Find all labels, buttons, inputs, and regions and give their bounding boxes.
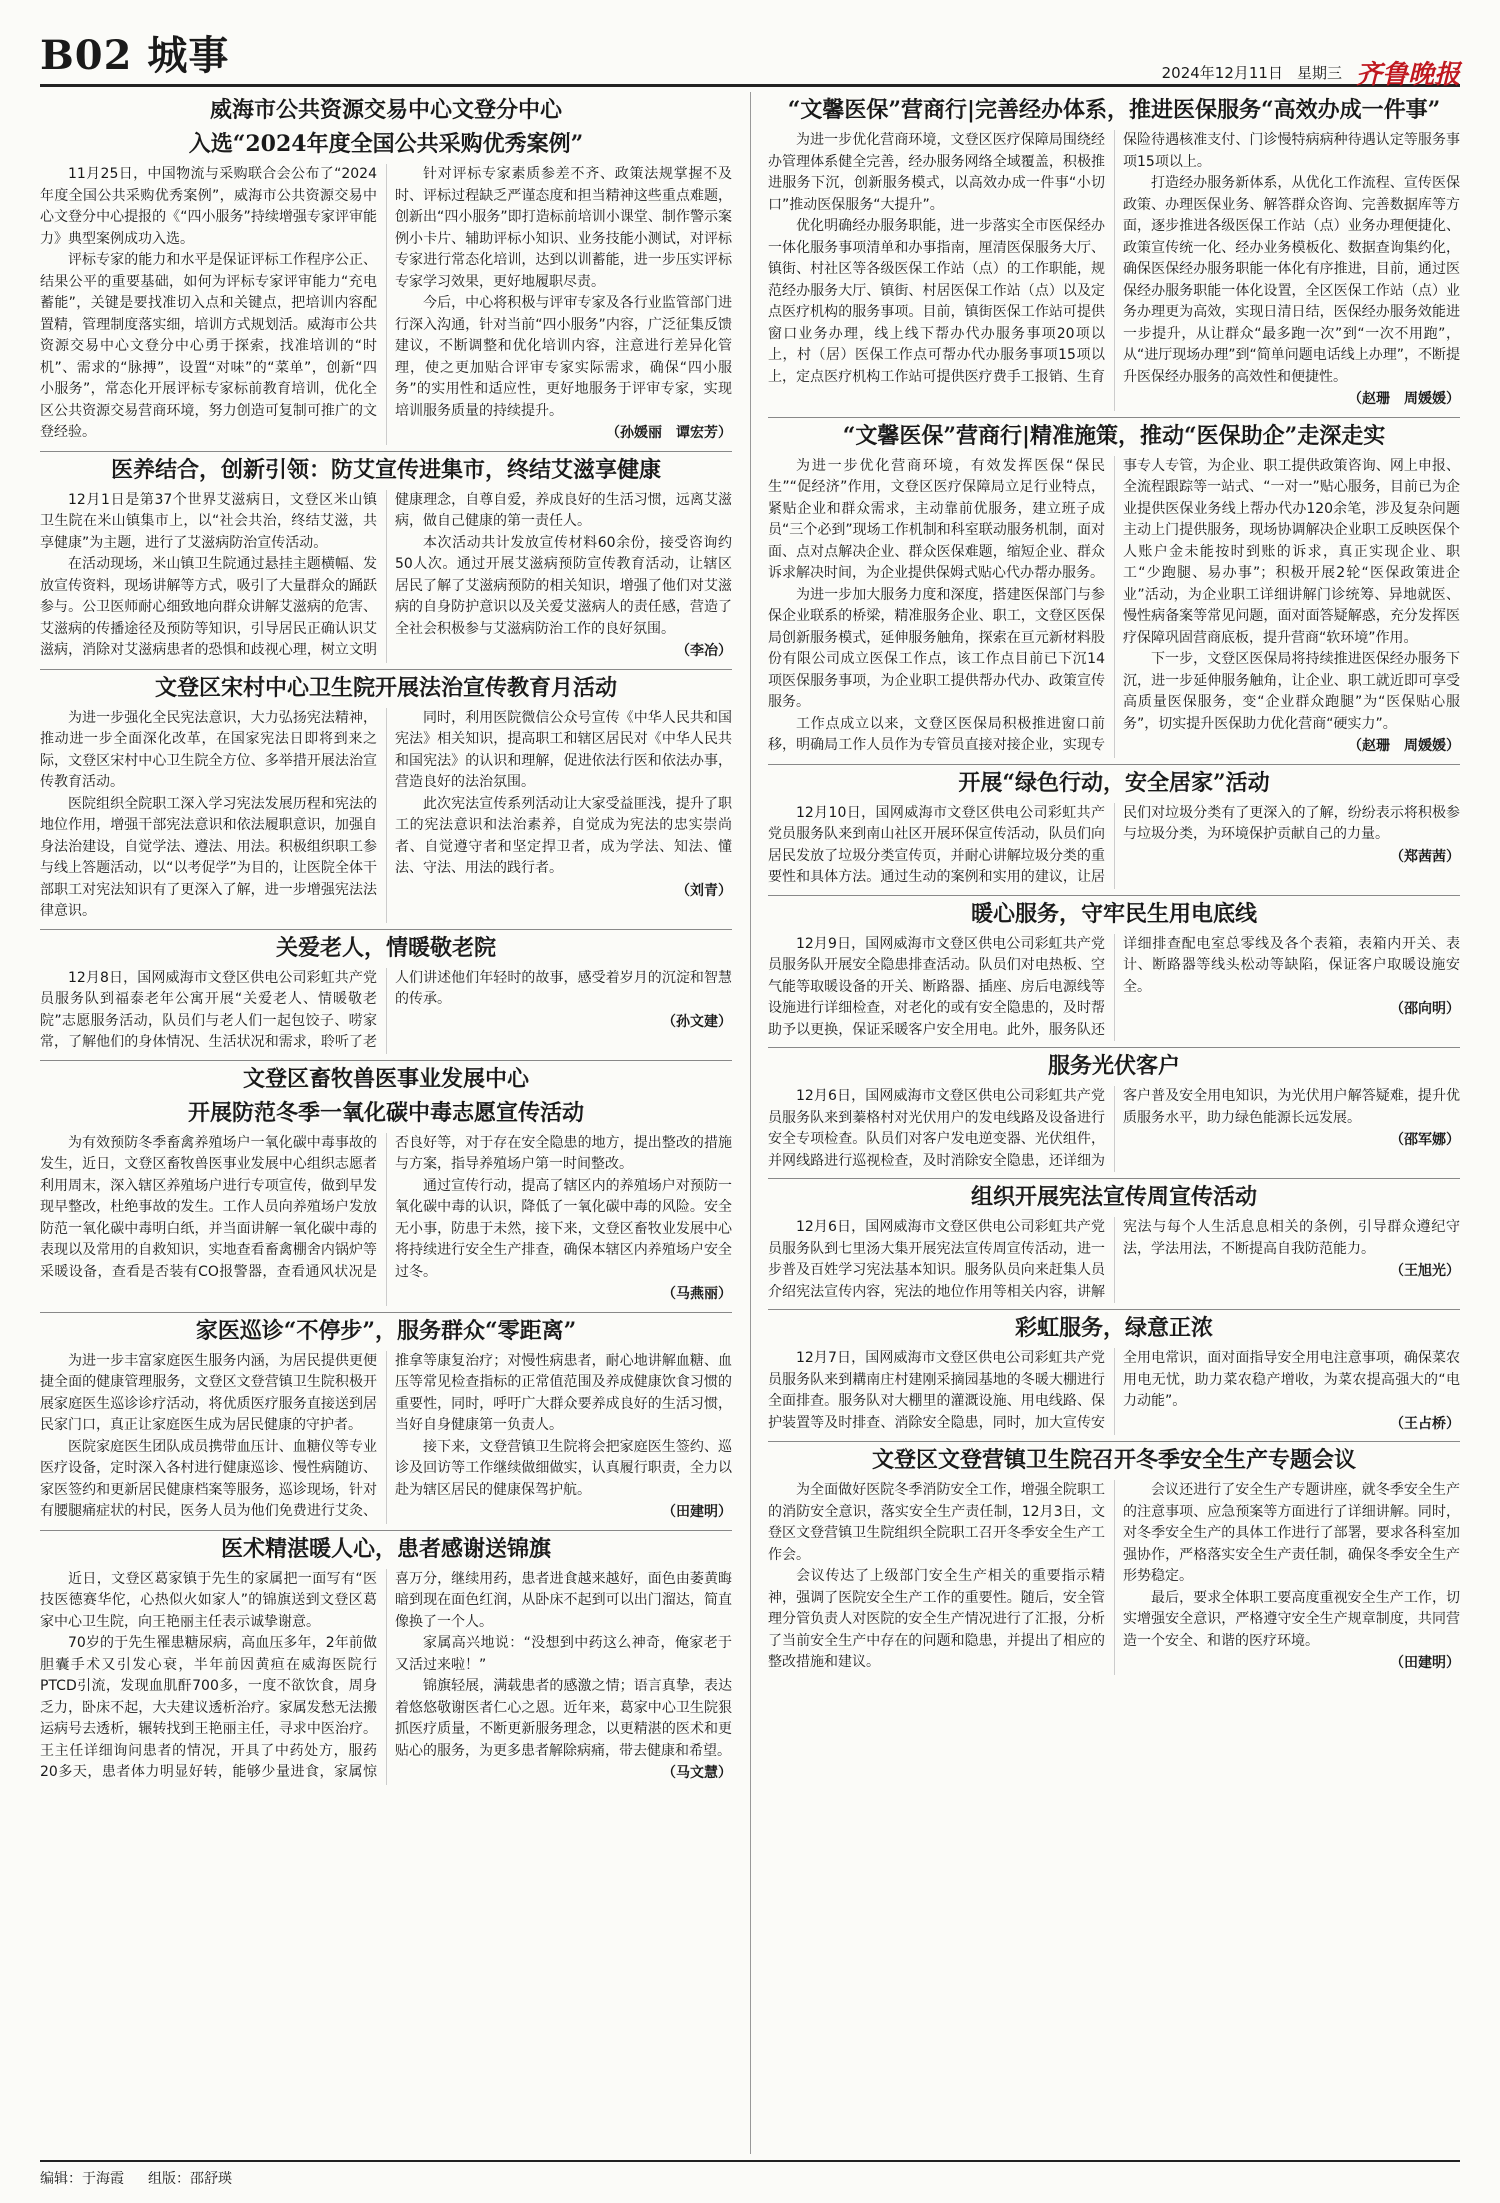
article-body	[768, 1086, 1460, 1172]
editor-credit: 编辑：于海霞	[40, 2171, 124, 2187]
article-paragraph: 为全面做好医院冬季消防安全工作，增强全院职工的消防安全意识，落实安全生产责任制，12月3日，文登区文登营镇卫生院组织全院职工召开冬季安全生产工作会。	[768, 1482, 1105, 1563]
issue-date: 2024年12月11日	[1161, 64, 1283, 82]
article-divider	[40, 669, 732, 670]
article-body	[768, 1348, 1460, 1435]
article-byline: （田建明）	[662, 1504, 732, 1520]
article-headline: 服务光伏客户	[1047, 1053, 1180, 1079]
article-paragraph: 家属高兴地说：“没想到中药这么神奇，俺家老于又活过来啦！”	[395, 1635, 732, 1673]
article-headline: 彩虹服务，绿意正浓	[1014, 1315, 1213, 1341]
article	[768, 1446, 1460, 1675]
column-divider	[750, 92, 751, 2154]
article-divider	[768, 895, 1460, 896]
article-body	[40, 1133, 732, 1306]
article-byline: （孙媛丽 谭宏芳）	[606, 425, 732, 441]
article-paragraph: 下一步，文登区医保局将持续推进医保经办服务下沉，进一步延伸服务触角，让企业、职工就近即可享受高质量医保服务，变“企业群众跑腿”为“医保贴心服务”，切实提升医保助力优化营商“硬实力”。	[1123, 651, 1460, 732]
article-paragraph: 12月8日，国网威海市文登区供电公司彩虹共产党员服务队到福泰老年公寓开展“关爱老人、情暖敬老院”志愿服务活动，队员们与老人们一起包饺子、唠家常，了解他们的身体情况、生活状况和需求，聆听了老人们讲述他们年轻时的故事，感受着岁月的沉淀和智慧的传承。	[40, 969, 732, 1050]
article-paragraph: 12月1日是第37个世界艾滋病日，文登区米山镇卫生院在米山镇集市上，以“社会共治，终结艾滋，共享健康”为主题，进行了艾滋病防治宣传活动。	[40, 491, 377, 551]
article-headline: 家医巡诊“不停步”，服务群众“零距离”	[195, 1317, 577, 1344]
article-byline: （郑茜茜）	[1390, 848, 1460, 865]
article-paragraph: 本次活动共计发放宣传材料60余份，接受咨询约50人次。通过开展艾滋病预防宣传教育活动，让辖区居民了解了艾滋病预防的相关知识，增强了他们对艾滋病的自身防护意识以及关爱艾滋病人的责任感，营造了全社会积极参与艾滋病防治工作的良好氛围。	[395, 534, 732, 637]
article-byline: （赵珊 周媛媛）	[1348, 738, 1460, 754]
article-headline: 开展防范冬季一氧化碳中毒志愿宣传活动	[187, 1099, 584, 1126]
article-body	[40, 164, 732, 445]
article	[40, 1317, 732, 1524]
article-byline: （王占桥）	[1390, 1415, 1460, 1432]
article-paragraph: 为进一步优化营商环境，文登区医疗保障局围绕经办管理体系健全完善，经办服务网络全域覆盖，积极推进服务下沉，创新服务模式，以高效办成一件事“小切口”推动医保服务“大提升”。	[768, 132, 1105, 213]
article-byline: （李冶）	[676, 643, 732, 659]
article-paragraph: 11月25日，中国物流与采购联合会公布了“2024年度全国公共采购优秀案例”，威海市公共资源交易中心文登分中心提报的《“四小服务”持续增强专家评审能力》典型案例成功入选。	[40, 166, 377, 247]
article-divider	[40, 1060, 732, 1061]
article	[40, 456, 732, 663]
article-body	[768, 1480, 1460, 1675]
page-footer	[40, 2160, 1460, 2188]
article-byline: （赵珊 周媛媛）	[1348, 391, 1460, 407]
article-paragraph: 12月6日，国网威海市文登区供电公司彩虹共产党员服务队来到蓁格村对光伏用户的发电线路及设备进行安全专项检查。队员们对客户发电逆变器、光伏组件，并网线路进行巡视检查，及时消除安全隐患，还详细为客户普及安全用电知识，为光伏用户解答疑难，提升优质服务水平，助力绿色能源长远发展。	[768, 1088, 1460, 1169]
article-paragraph: 优化明确经办服务职能，进一步落实全市医保经办一体化服务事项清单和办事指南，厘清医保服务大厅、镇街、村社区等各级医保工作站（点）的工作职能，规范经办服务大厅、镇街、村居医保工作站（点）以及定点医疗机构的服务事项。目前，镇街医保工作站可提供窗口业务办理，线上线下帮办代办服务事项20项以上，村（居）医保工作点可帮办代办服务事项15项以上，定点医疗机构工作站可提供医疗费手工报销、生育保险待遇核准支付、门诊慢特病病种待遇认定等服务事项15项以上。	[768, 132, 1460, 385]
article-paragraph: 近日，文登区葛家镇于先生的家属把一面写有“医技医德赛华佗，心热似火如家人”的锦旗送到文登区葛家中心卫生院，向王艳丽主任表示诚挚谢意。	[40, 1570, 377, 1630]
article-byline: （刘青）	[676, 882, 732, 899]
article-paragraph: 70岁的于先生罹患糖尿病，高血压多年，2年前做胆囊手术又引发心衰，半年前因黄疸在威海医院行PTCD引流，发现血肌酐700多，一度不欲饮食，周身乏力，卧床不起，大夫建议透析治疗。家属发愁无法搬运病号去透析，辗转找到王艳丽主任，寻求中医治疗。王主任详细询问患者的情况，开具了中药处方，服药20多天，患者体力明显好转，能够少量进食，家属惊喜万分，继续用药，患者进食越来越好，面色由萎黄晦暗到现在面色红润，从卧床不起到可以出门溜达，简直像换了一个人。	[40, 1570, 732, 1780]
article-body	[40, 1351, 732, 1524]
article	[768, 900, 1460, 1042]
article	[40, 96, 732, 445]
article	[40, 1065, 732, 1306]
article-paragraph: 医院组织全院职工深入学习宪法发展历程和宪法的地位作用，增强干部宪法意识和依法履职意识，加强自身法治建设，自觉学法、遵法、用法。积极组织职工参与线上答题活动，以“以考促学”为目的，让医院全体干部职工对宪法知识有了更深入了解，进一步增强宪法法律意识。	[40, 795, 377, 919]
article-body	[40, 968, 732, 1054]
article-headline: 暖心服务，守牢民生用电底线	[970, 900, 1257, 927]
article-paragraph: 评标专家的能力和水平是保证评标工作程序公正、结果公平的重要基础，如何为评标专家评审能力“充电蓄能”，关键是要找准切入点和关键点，把培训内容配置精，管理制度落实细，培训方式规划活。威海市公共资源交易中心文登分中心勇于探索，找准培训的“时机”、需求的“脉搏”，设置“对味”的“菜单”，创新“四小服务”，常态化开展评标专家标前教育培训，优化全区公共资源交易营商环境，努力创造可复制可推广的文登经验。	[40, 252, 377, 440]
article-body	[768, 803, 1460, 889]
article-paragraph: 最后，要求全体职工要高度重视安全生产工作，切实增强安全意识，严格遵守安全生产规章制度，共同营造一个安全、和谐的医疗环境。	[1123, 1589, 1460, 1649]
article	[768, 1314, 1460, 1435]
article	[768, 96, 1460, 411]
article-paragraph: 同时，利用医院微信公众号宣传《中华人民共和国宪法》相关知识，提高职工和辖区居民对《中华人民共和国宪法》的认识和理解，促进依法行医和依法办事，营造良好的法治氛围。	[395, 709, 732, 790]
right-column	[768, 92, 1460, 1681]
article-body	[40, 1569, 732, 1785]
newspaper-logo: 齐鲁晚报	[1355, 60, 1460, 90]
article-headline: 开展“绿色行动，安全居家”活动	[958, 769, 1270, 796]
article-paragraph: 为进一步优化营商环境，有效发挥医保“保民生”“促经济”作用，文登区医疗保障局立足行业特点，紧贴企业和群众需求，主动靠前优服务，建立班子成员“三个必到”现场工作机制和科室联动服务机制，面对面、点对点解决企业、群众医保难题，缩短企业、群众诉求解决时间，为企业提供保姆式贴心代办帮办服务。	[768, 457, 1105, 581]
article-paragraph: 为进一步加大服务力度和深度，搭建医保部门与参保企业联系的桥梁，精准服务企业、职工，文登区医保局创新服务模式，延伸服务触角，探索在亘元新材料股份有限公司成立医保工作点，该工作点目前已下沉14项医保服务事项，为企业职工提供帮办代办、政策宣传服务。	[768, 586, 1105, 710]
article-paragraph: 12月10日，国网威海市文登区供电公司彩虹共产党员服务队来到南山社区开展环保宣传活动，队员们向居民发放了垃圾分类宣传页，并耐心讲解垃圾分类的重要性和具体方法。通过生动的案例和实用的建议，让居民们对垃圾分类有了更深入的了解，纷纷表示将积极参与垃圾分类，为环境保护贡献自己的力量。	[768, 804, 1460, 885]
article-paragraph: 打造经办服务新体系，从优化工作流程、宣传医保政策、办理医保业务、解答群众咨询、完善数据库等方面，逐步推进各级医保工作站（点）业务办理便捷化、政策宣传统一化、经办业务模板化、数据查询集约化，确保医保经办服务职能一体化有序推进，目前，通过医保经办服务职能一体化设置，全区医保工作站（点）业务办理更为高效，实现日清日结，医保经办服务效能进一步提升，从让群众“最多跑一次”到“一次不用跑”，从“进厅现场办理”到“简单问题电话线上办理”，不断提升医保经办服务的高效性和便捷性。	[1123, 175, 1461, 385]
article-divider	[768, 1178, 1460, 1179]
article-paragraph: 12月7日，国网威海市文登区供电公司彩虹共产党员服务队来到耩南庄村建刚采摘园基地的冬暖大棚进行全面排查。服务队对大棚里的灌溉设施、用电线路、保护装置等及时排查、消除安全隐患，同时，加大宣传安全用电常识，面对面指导安全用电注意事项，确保菜农用电无忧，助力菜农稳产增收，为菜农提高强大的“电力动能”。	[768, 1350, 1460, 1431]
article-byline: （田建明）	[1390, 1655, 1460, 1671]
article	[40, 674, 732, 923]
article-paragraph: 医院家庭医生团队成员携带血压计、血糖仪等专业医疗设备，定时深入各村进行健康巡诊、慢性病随访、家医签约和更新居民健康档案等服务，巡诊现场，针对有腰腿痛症状的村民，医务人员为他们免费进行艾灸、推拿等康复治疗；对慢性病患者，耐心地讲解血糖、血压等常见检查指标的正常值范围及养成健康饮食习惯的重要性，同时，呼吁广大群众要养成良好的生活习惯，当好自身健康第一负责人。	[40, 1352, 732, 1519]
article-headline: “文馨医保”营商行|精准施策，推动“医保助企”走深走实	[842, 422, 1386, 449]
article-divider	[40, 1530, 732, 1531]
article-paragraph: 工作点成立以来，文登区医保局积极推进窗口前移，明确局工作人员作为专管员直接对接企业，实现专事专人专管，为企业、职工提供政策咨询、网上申报、全流程跟踪等一站式、“一对一”贴心服务，目前已为企业提供医保业务线上帮办代办120余笔，涉及复杂问题主动上门提供服务，现场协调解决企业职工反映医保个人账户金未能按时到账的诉求，真正实现企业、职工“少跑腿、易办事”；积极开展2轮“医保政策进企业”活动，为企业职工详细讲解门诊统筹、异地就医、慢性病备案等常见问题，面对面答疑解惑，充分发挥医疗保障巩固营商底板，提升营商“软环境”作用。	[768, 457, 1460, 753]
article-paragraph: 针对评标专家素质参差不齐、政策法规掌握不及时、评标过程缺乏严谨态度和担当精神这些重点难题，创新出“四小服务”即打造标前培训小课堂、制作警示案例小卡片、辅助评标小知识、业务技能小测试，对评标专家进行常态化培训，达到以训蓄能，进一步压实评标专家学习效果，更好地履职尽责。	[395, 166, 732, 290]
article-headline: 关爱老人，情暖敬老院	[275, 934, 496, 961]
page-number: B02 城事	[40, 32, 230, 79]
article-paragraph: 今后，中心将积极与评审专家及各行业监管部门进行深入沟通，针对当前“四小服务”内容，广泛征集反馈建议，不断调整和优化培训内容，注意进行差异化管理，使之更加贴合评审专家实际需求，确保“四小服务”的实用性和适应性，更好地服务于评审专家，实现培训服务质量的持续提升。	[395, 295, 732, 419]
article	[40, 1535, 732, 1785]
article-divider	[768, 1309, 1460, 1310]
article-paragraph: 通过宣传行动，提高了辖区内的养殖场户对预防一氧化碳中毒的认识，降低了一氧化碳中毒的风险。安全无小事，防患于未然，接下来，文登区畜牧业发展中心将持续进行安全生产排查，确保本辖区内养殖场户安全过冬。	[395, 1177, 732, 1280]
article	[768, 1052, 1460, 1172]
article-divider	[40, 929, 732, 930]
article-headline: 文登区文登营镇卫生院召开冬季安全生产专题会议	[871, 1447, 1356, 1473]
article-byline: （邵向明）	[1390, 1001, 1460, 1017]
article-byline: （孙文建）	[662, 1013, 732, 1030]
article-paragraph: 为进一步强化全民宪法意识，大力弘扬宪法精神，推动进一步全面深化改革，在国家宪法日即将到来之际，文登区宋村中心卫生院全方位、多举措开展法治宣传教育活动。	[40, 709, 377, 790]
left-column	[40, 92, 732, 1791]
article-body	[40, 708, 732, 923]
article	[768, 422, 1460, 758]
article-divider	[768, 417, 1460, 418]
article-paragraph: 锦旗轻展，满载患者的感激之情；语言真挚，表达着悠悠敬谢医者仁心之恩。近年来，葛家中心卫生院狠抓医疗质量，不断更新服务理念，以更精湛的医术和更贴心的服务，为更多患者解除病痛，带去健康和希望。	[395, 1678, 732, 1759]
article-divider	[768, 1047, 1460, 1048]
designer-credit: 组版：邵舒瑛	[148, 2171, 232, 2187]
article-headline: 医术精湛暖人心，患者感谢送锦旗	[220, 1535, 551, 1562]
article-divider	[40, 451, 732, 452]
article-byline: （马燕丽）	[662, 1286, 732, 1302]
article-paragraph: 会议还进行了安全生产专题讲座，就冬季安全生产的注意事项、应急预案等方面进行了详细讲解。同时，对冬季安全生产的具体工作进行了部署，要求各科室加强协作，严格落实安全生产责任制，确保冬季安全生产形势稳定。	[1123, 1482, 1460, 1584]
article-divider	[40, 1312, 732, 1313]
article-paragraph: 会议传达了上级部门安全生产相关的重要指示精神，强调了医院安全生产工作的重要性。随后，安全管理分管负责人对医院的安全生产情况进行了汇报，分析了当前安全生产中存在的问题和隐患，并提出了相应的整改措施和建议。	[768, 1568, 1105, 1670]
article-byline: （王旭光）	[1390, 1263, 1460, 1279]
article-body	[768, 934, 1460, 1042]
article-byline: （马文慧）	[662, 1765, 732, 1781]
header-meta	[1162, 54, 1460, 91]
article-headline: 组织开展宪法宣传周宣传活动	[970, 1184, 1257, 1210]
article-headline: 医养结合，创新引领：防艾宣传进集市，终结艾滋享健康	[110, 456, 661, 483]
article	[40, 934, 732, 1054]
article-body	[768, 130, 1460, 411]
article-headline: 威海市公共资源交易中心文登分中心	[209, 97, 562, 123]
article-body	[768, 456, 1460, 758]
article-divider	[768, 1441, 1460, 1442]
article-byline: （邵军娜）	[1390, 1132, 1460, 1148]
article-body	[40, 490, 732, 663]
article-paragraph: 12月9日，国网威海市文登区供电公司彩虹共产党员服务队开展安全隐患排查活动。队员们对电热板、空气能等取暖设备的开关、断路器、插座、房后电源线等设施进行详细检查，对老化的或有安全隐患的，及时帮助予以更换，保证采暖客户安全用电。此外，服务队还详细排查配电室总零线及各个表箱，表箱内开关、表计、断路器等线头松动等缺陷，保证客户取暖设施安全。	[768, 935, 1460, 1038]
article-headline: 文登区宋村中心卫生院开展法治宣传教育月活动	[154, 674, 617, 701]
article	[768, 1183, 1460, 1303]
article-paragraph: 接下来，文登营镇卫生院将会把家庭医生签约、巡诊及回访等工作继续做细做实，认真履行职责，全力以赴为辖区居民的健康保驾护航。	[395, 1438, 732, 1498]
article-paragraph: 12月6日，国网威海市文登区供电公司彩虹共产党员服务队到七里汤大集开展宪法宣传周宣传活动，进一步普及百姓学习宪法基本知识。服务队员向来赶集人员介绍宪法宣传内容，宪法的地位作用等相关内容，讲解宪法与每个人生活息息相关的条例，引导群众遵纪守法，学法用法，不断提高自我防范能力。	[768, 1219, 1460, 1300]
article-headline: “文馨医保”营商行|完善经办体系，推进医保服务“高效办成一件事”	[787, 97, 1441, 123]
article-headline: 入选“2024年度全国公共采购优秀案例”	[188, 131, 584, 157]
article	[768, 769, 1460, 889]
article-paragraph: 为进一步丰富家庭医生服务内涵，为居民提供更便捷全面的健康管理服务，文登区文登营镇卫生院积极开展家庭医生巡诊诊疗活动，将优质医疗服务直接送到居民家门口，真正让家庭医生成为居民健康的守护者。	[40, 1352, 377, 1433]
article-paragraph: 为有效预防冬季畜禽养殖场户一氧化碳中毒事故的发生，近日，文登区畜牧兽医事业发展中心组织志愿者利用周末，深入辖区养殖场户进行专项宣传，做到早发现早整改，杜绝事故的发生。工作人员向养殖场户发放防范一氧化碳中毒明白纸，并当面讲解一氧化碳中毒的表现以及常用的自救知识，实地查看畜禽棚舍内锅炉等采暖设备，查看是否装有CO报警器，查看通风状况是否良好等，对于存在安全隐患的地方，提出整改的措施与方案，指导养殖场户第一时间整改。	[40, 1134, 732, 1280]
article-divider	[768, 764, 1460, 765]
article-paragraph: 此次宪法宣传系列活动让大家受益匪浅，提升了职工的宪法意识和法治素养，自觉成为宪法的忠实崇尚者、自觉遵守者和坚定捍卫者，成为学法、知法、懂法、守法、用法的践行者。	[395, 795, 732, 876]
article-body	[768, 1217, 1460, 1303]
issue-weekday: 星期三	[1296, 64, 1342, 82]
page-header	[40, 18, 1460, 90]
article-paragraph: 在活动现场，米山镇卫生院通过悬挂主题横幅、发放宣传资料，现场讲解等方式，吸引了大量群众的踊跃参与。公卫医师耐心细致地向群众讲解艾滋病的危害、艾滋病的传播途径及预防等知识，引导居民正确认识艾滋病，消除对艾滋病患者的恐惧和歧视心理，树立文明健康理念，自尊自爱，养成良好的生活习惯，远离艾滋病，做自己健康的第一责任人。	[40, 491, 732, 658]
article-headline: 文登区畜牧兽医事业发展中心	[242, 1065, 529, 1092]
